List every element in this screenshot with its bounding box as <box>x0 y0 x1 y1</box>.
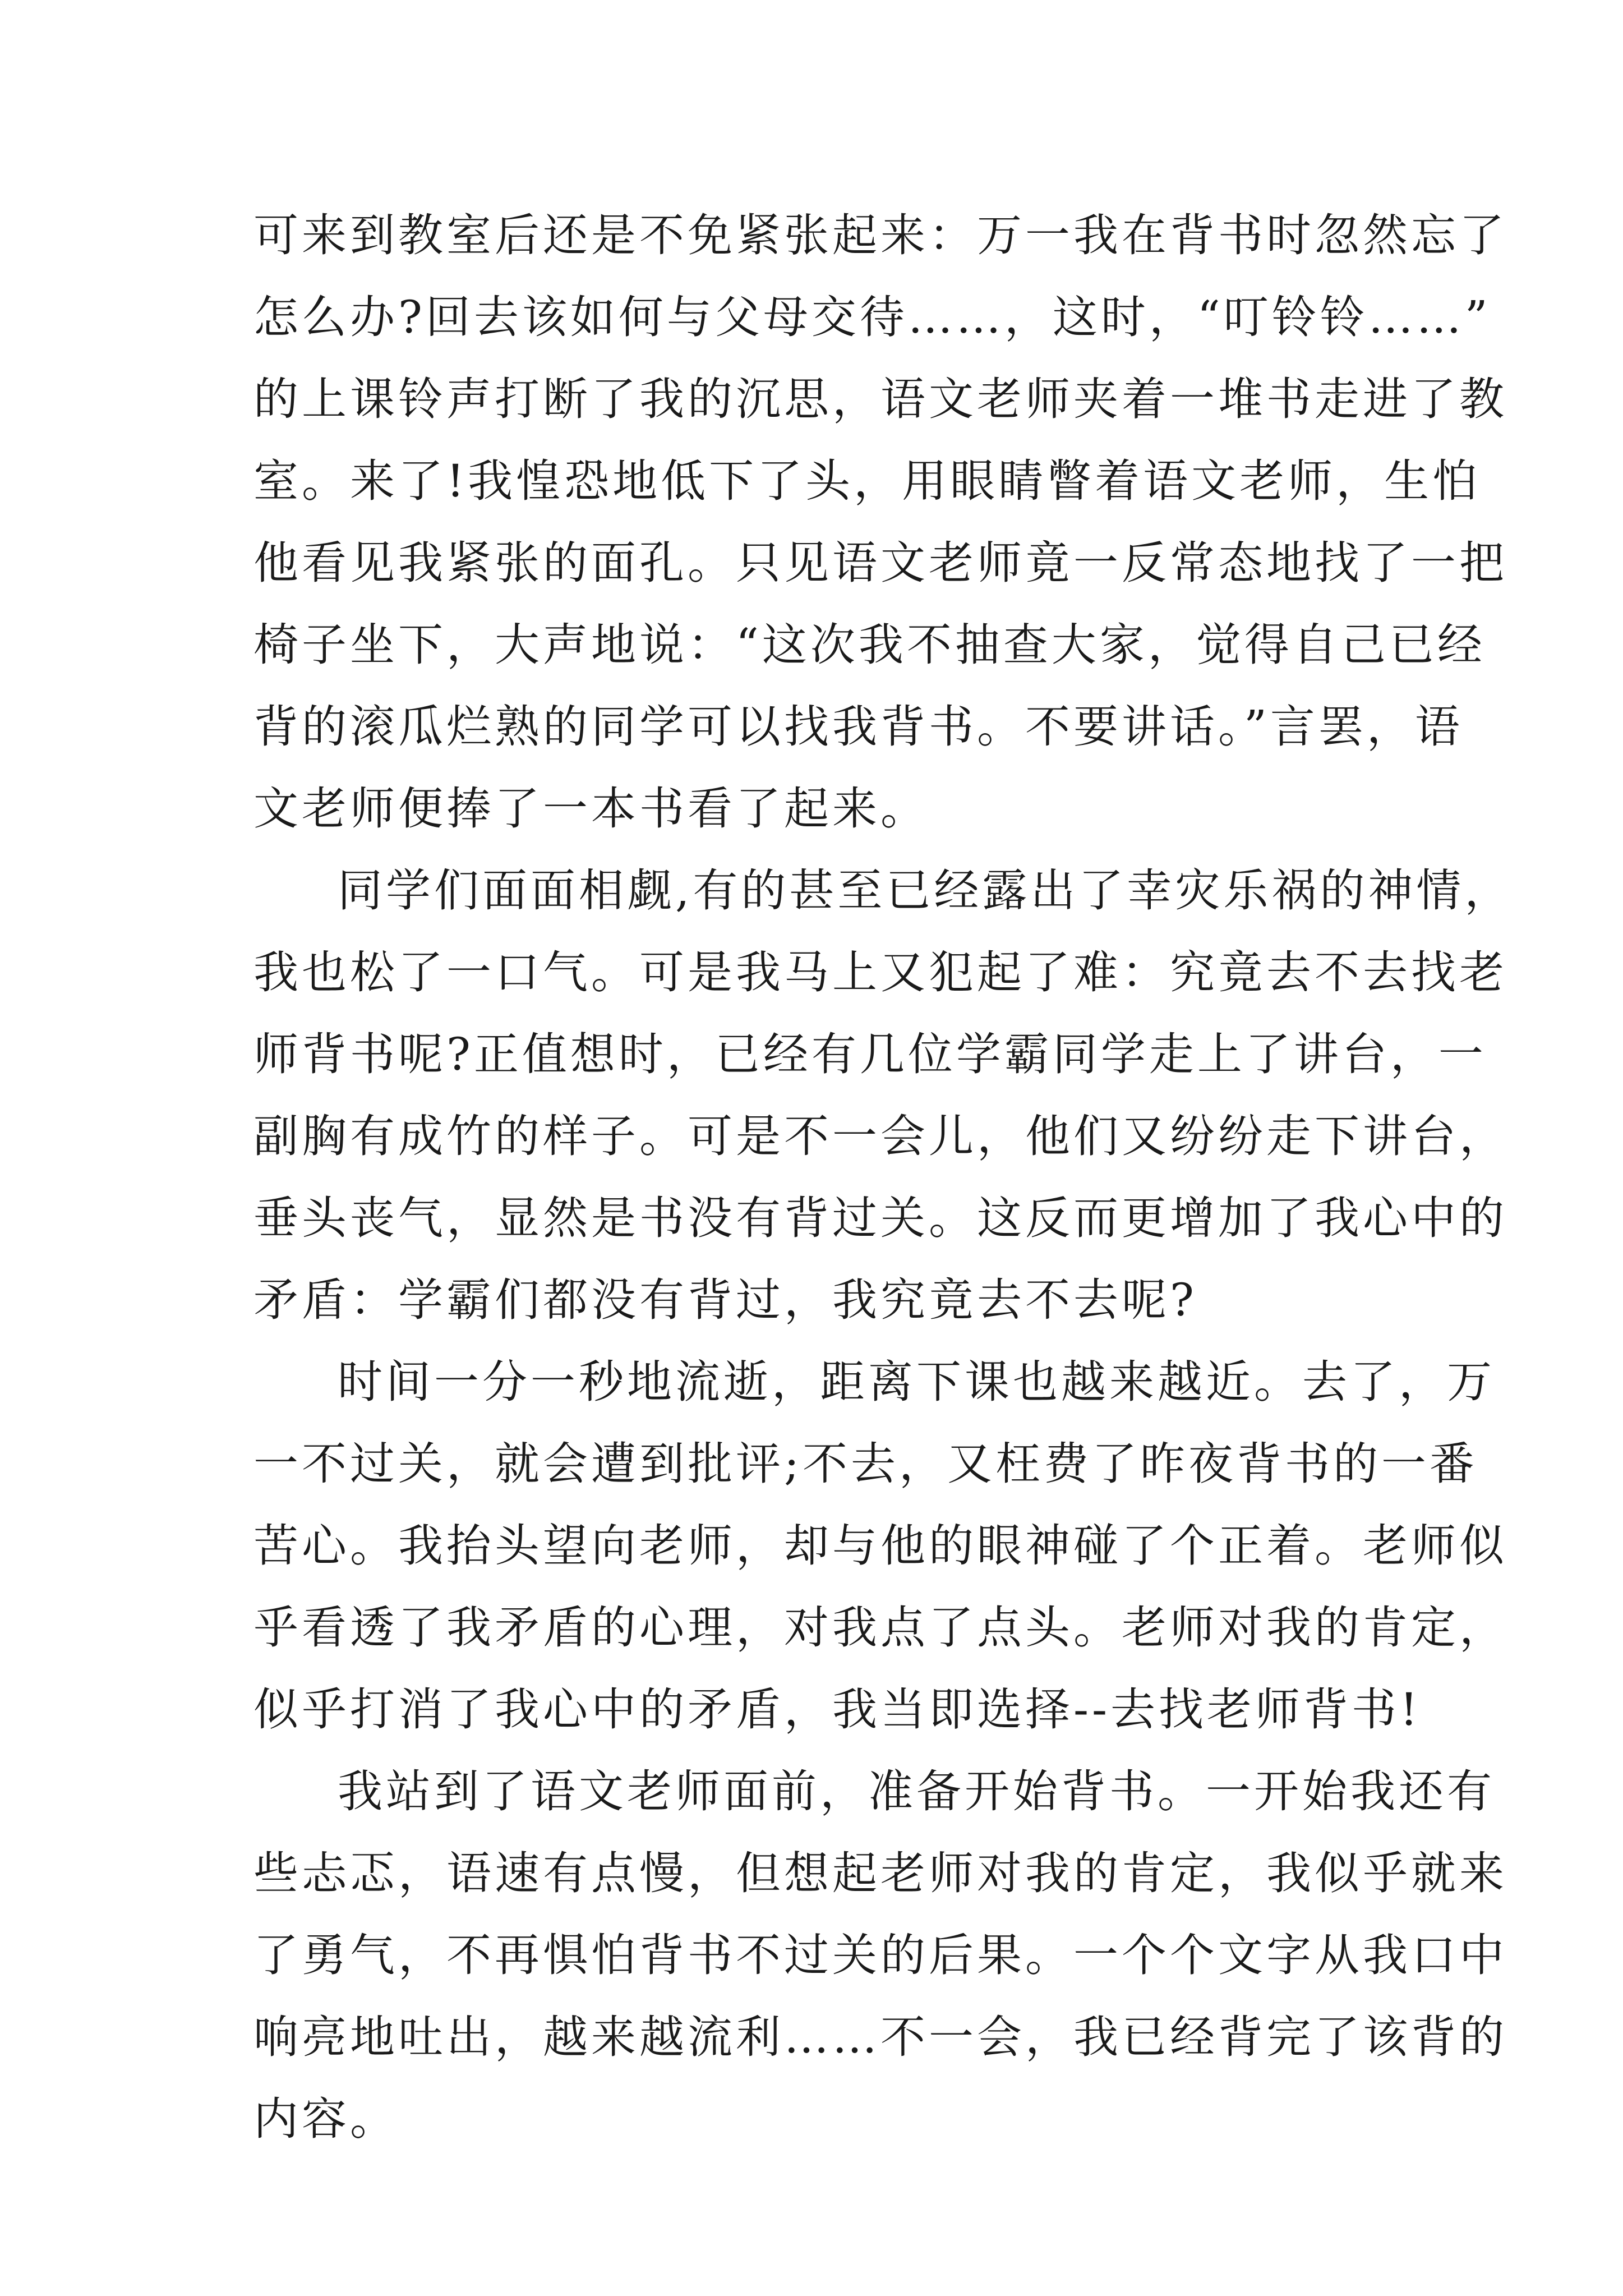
text-line: 乎看透了我矛盾的心理，对我点了点头。老师对我的肯定， <box>253 1602 1507 1654</box>
text-line: 副胸有成竹的样子。可是不一会儿，他们又纷纷走下讲台， <box>253 1110 1507 1162</box>
text-line: 的上课铃声打断了我的沉思，语文老师夹着一堆书走进了教 <box>253 373 1507 425</box>
text-line: 椅子坐下，大声地说：“这次我不抽查大家，觉得自己已经 <box>253 619 1486 671</box>
text-line: 似乎打消了我心中的矛盾，我当即选择--去找老师背书! <box>253 1683 1422 1736</box>
text-line: 背的滚瓜烂熟的同学可以找我背书。不要讲话。”言罢，语 <box>253 701 1463 753</box>
text-line: 他看见我紧张的面孔。只见语文老师竟一反常态地找了一把 <box>253 537 1507 589</box>
text-line: 矛盾：学霸们都没有背过，我究竟去不去呢? <box>253 1274 1197 1326</box>
text-line: 垂头丧气，显然是书没有背过关。这反而更增加了我心中的 <box>253 1192 1507 1244</box>
text-line: 响亮地吐出，越来越流利……不一会，我已经背完了该背的 <box>253 2011 1507 2063</box>
text-line: 内容。 <box>253 2093 398 2145</box>
text-line: 些忐忑，语速有点慢，但想起老师对我的肯定，我似乎就来 <box>253 1847 1507 1899</box>
text-line: 时间一分一秒地流逝，距离下课也越来越近。去了，万 <box>338 1356 1495 1408</box>
text-line: 文老师便捧了一本书看了起来。 <box>253 783 929 835</box>
text-line: 了勇气，不再惧怕背书不过关的后果。一个个文字从我口中 <box>253 1929 1507 1981</box>
text-line: 师背书呢?正值想时，已经有几位学霸同学走上了讲台，一 <box>253 1028 1487 1080</box>
text-line: 一不过关，就会遭到批评;不去，又枉费了昨夜背书的一番 <box>253 1438 1478 1490</box>
text-line: 同学们面面相觑,有的甚至已经露出了幸灾乐祸的神情， <box>338 864 1513 917</box>
text-line: 苦心。我抬头望向老师，却与他的眼神碰了个正着。老师似 <box>253 1520 1507 1572</box>
text-line: 怎么办?回去该如何与父母交待……，这时，“叮铃铃……” <box>253 291 1491 343</box>
text-line: 我也松了一口气。可是我马上又犯起了难：究竟去不去找老 <box>253 946 1507 999</box>
text-line: 可来到教室后还是不免紧张起来：万一我在背书时忽然忘了 <box>253 209 1507 261</box>
text-line: 室。来了!我惶恐地低下了头，用眼睛瞥着语文老师，生怕 <box>253 455 1481 507</box>
text-line: 我站到了语文老师面前，准备开始背书。一开始我还有 <box>338 1765 1495 1818</box>
